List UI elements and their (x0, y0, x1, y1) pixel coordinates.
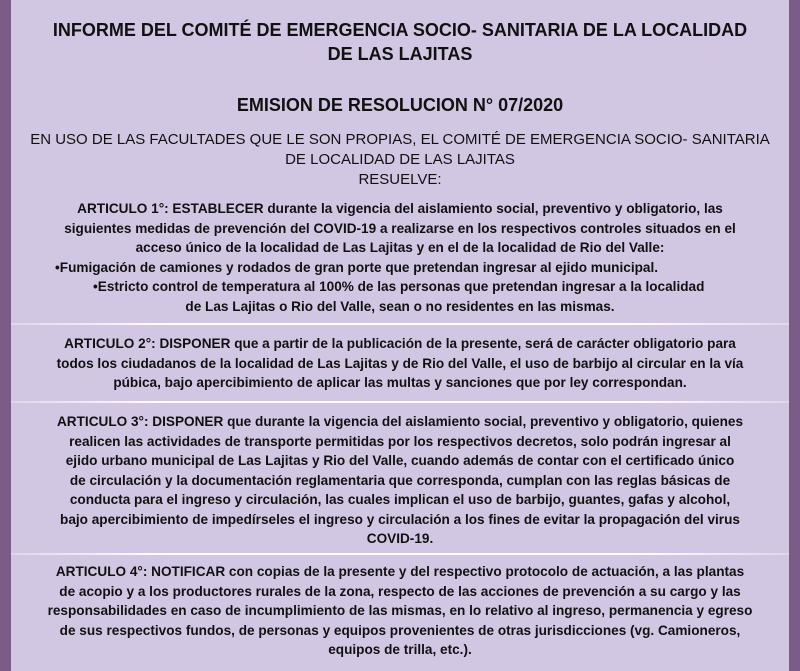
article-4-line-2: de acopio y a los productores rurales de la zona, respecto de las acciones de prevención a su cargo y las (59, 583, 741, 599)
separator (11, 323, 789, 325)
article-2-line-1: ARTICULO 2°: DISPONER que a partir de la publicación de la presente, será de carácter obligatorio para (64, 336, 736, 351)
intro-line-2: DE LOCALIDAD DE LAS LAJITAS (285, 151, 515, 168)
article-1-line-1: ARTICULO 1°: ESTABLECER durante la vigencia del aislamiento social, preventivo y obligatorio, las (77, 201, 723, 216)
article-3-line-5: conducta para el ingreso y circulación, las cuales implican el uso de barbijo, guantes, gafas y alcohol, (69, 492, 731, 507)
intro-text (11, 130, 789, 190)
separator (11, 401, 789, 403)
article-3-line-1: ARTICULO 3°: DISPONER que durante la vigencia del aislamiento social, preventivo y obligatorio, quienes (56, 414, 744, 429)
article-4-line-4: de sus respectivos fundos, de personas y equipos provenientes de otras jurisdicciones (vg. Camioneros, (59, 622, 741, 638)
article-4-line-1: ARTICULO 4°: NOTIFICAR con copias de la presente y del respectivo protocolo de actuación, a las plantas (55, 564, 745, 579)
article-3-line-3: ejido urbano municipal de Las Lajitas y Rio del Valle, cuando además de contar con el certificado único (65, 453, 735, 468)
article-4-line-3: responsabilidades en caso de incumplimiento de las mismas, en lo relativo al ingreso, permanencia y egreso (47, 603, 753, 618)
article-4 (15, 562, 785, 660)
article-1-bullet-1: •Fumigación de camiones y rodados de gran porte que pretendan ingresar al ejido municipal. (55, 259, 659, 275)
article-3 (15, 412, 785, 549)
article-3-line-7: COVID-19. (366, 531, 434, 546)
resolution-heading: EMISION DE RESOLUCION N° 07/2020 (236, 95, 564, 115)
article-3-line-6: bajo apercibimiento de impedírseles el ingreso y circulación a los fines de evitar la propagación del virus (60, 511, 740, 527)
article-1-line-3: acceso único de la localidad de Las Lajitas y en el de la localidad de Rio del Valle: (135, 240, 665, 255)
article-2 (15, 334, 785, 393)
article-2-line-3: púbica, bajo apercibimiento de aplicar las multas y sanciones que por ley correspondan. (113, 375, 687, 390)
article-1-bullet-2: •Estricto control de temperatura al 100% de las personas que pretendan ingresar a la localidad (93, 279, 705, 294)
intro-line-1: EN USO DE LAS FACULTADES QUE LE SON PROPIAS, EL COMITÉ DE EMERGENCIA SOCIO- SANITARIA (30, 131, 770, 148)
article-4-line-5: equipos de trilla, etc.). (328, 642, 472, 657)
title-line-2: DE LAS LAJITAS (327, 44, 473, 64)
article-1-line-2: siguientes medidas de prevención del COVID-19 a realizarse en los respectivos controles situados en el (64, 220, 736, 236)
intro-line-3: RESUELVE: (358, 171, 442, 188)
article-3-line-2: realicen las actividades de transporte permitidas por los respectivos decretos, solo podrán ingresar al (69, 433, 731, 449)
document-panel (11, 0, 789, 671)
article-2-line-2: todos los ciudadanos de la localidad de Las Lajitas y de Rio del Valle, el uso de barbijo al circular en la vía (56, 355, 744, 371)
article-3-line-4: de circulación y la documentación reglamentaria que corresponda, cumplan con las reglas básicas de (69, 472, 731, 488)
article-1 (15, 199, 785, 316)
title-line-1: INFORME DEL COMITÉ DE EMERGENCIA SOCIO- SANITARIA DE LA LOCALIDAD (52, 20, 748, 40)
separator (11, 553, 789, 555)
document-title (11, 18, 789, 66)
article-1-bullet-2-cont: de Las Lajitas o Rio del Valle, sean o no residentes en las mismas. (185, 298, 615, 314)
